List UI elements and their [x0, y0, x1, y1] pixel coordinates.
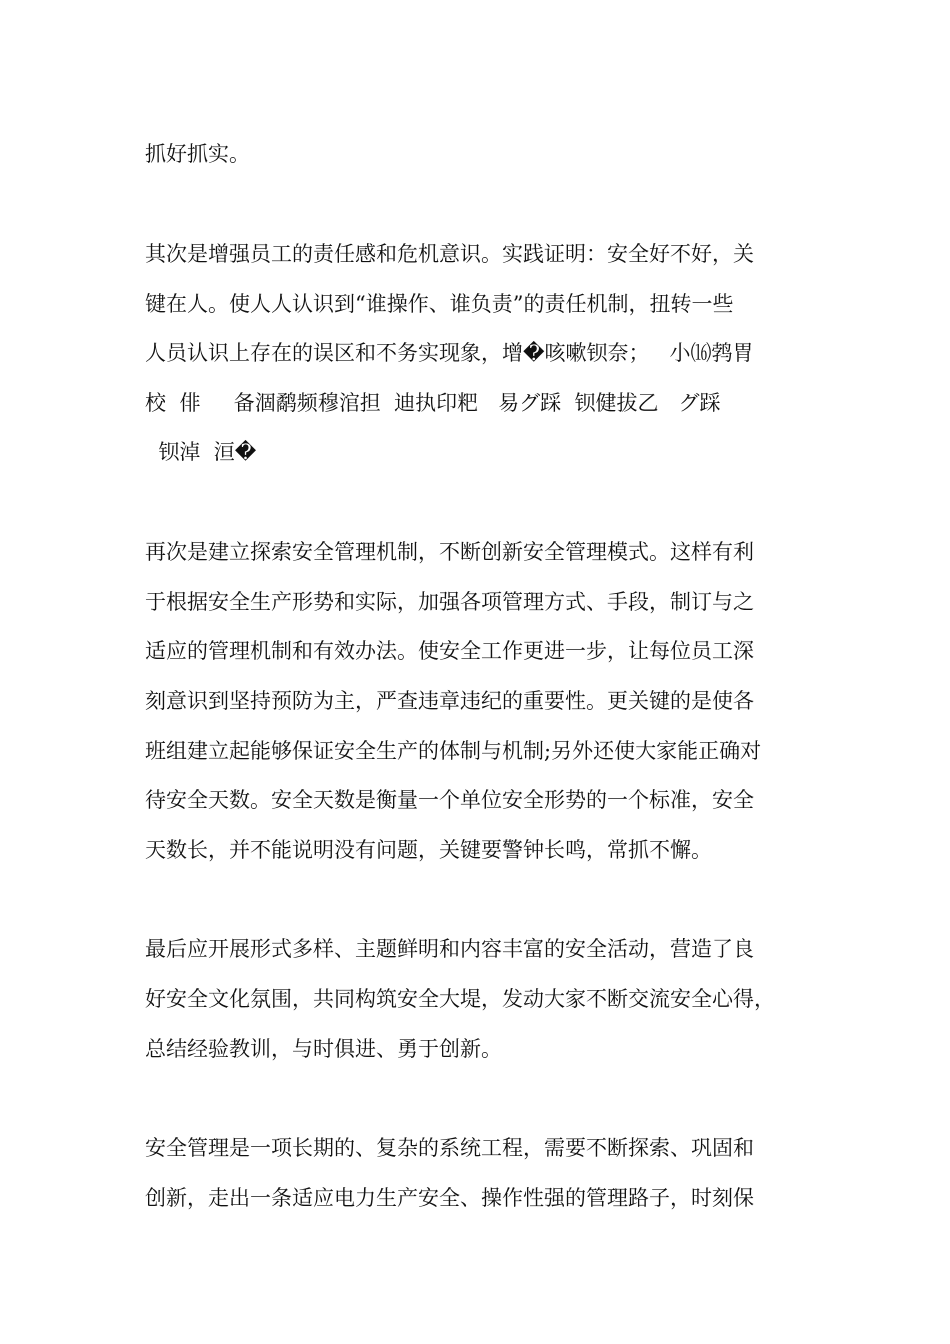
- paragraph-2-line-2: 键在人。使人人认识到“谁操作、谁负责”的责任机制，扭转一些: [145, 292, 734, 316]
- paragraph-3-line-5: 班组建立起能够保证安全生产的体制与机制;另外还使大家能正确对: [145, 739, 762, 763]
- paragraph-3-line-7: 天数长，并不能说明没有问题，关键要警钟长鸣，常抓不懈。: [145, 838, 712, 862]
- paragraph-4-line-1: 最后应开展形式多样、主题鲜明和内容丰富的安全活动，营造了良: [145, 937, 754, 961]
- paragraph-2-line-1: 其次是增强员工的责任感和危机意识。实践证明：安全好不好，关: [145, 242, 754, 266]
- paragraph-1-line-1: 抓好抓实。: [145, 142, 250, 166]
- paragraph-4-line-3: 总结经验教训，与时俱进、勇于创新。: [145, 1037, 502, 1061]
- paragraph-3-line-3: 适应的管理机制和有效办法。使安全工作更进一步，让每位员工深: [145, 639, 754, 663]
- paragraph-2-line-5: 钡淖 洹�: [145, 440, 257, 464]
- paragraph-2-line-3: 人员认识上存在的误区和不务实现象，增�咳嗽钡奈； 小⒃鹁胃: [145, 341, 754, 365]
- paragraph-2-line-4: 校 俳 备涸鹬频穆涫担 迪执印粑 易グ踩 钡健拔乙 グ踩: [145, 391, 721, 415]
- paragraph-3-line-2: 于根据安全生产形势和实际，加强各项管理方式、手段，制订与之: [145, 590, 754, 614]
- paragraph-3-line-4: 刻意识到坚持预防为主，严查违章违纪的重要性。更关键的是使各: [145, 689, 754, 713]
- paragraph-3-line-1: 再次是建立探索安全管理机制，不断创新安全管理模式。这样有利: [145, 540, 754, 564]
- paragraph-4-line-2: 好安全文化氛围，共同构筑安全大堤，发动大家不断交流安全心得，: [145, 987, 775, 1011]
- paragraph-3-line-6: 待安全天数。安全天数是衡量一个单位安全形势的一个标准，安全: [145, 788, 754, 812]
- paragraph-5-line-1: 安全管理是一项长期的、复杂的系统工程，需要不断探索、巩固和: [145, 1136, 754, 1160]
- paragraph-5-line-2: 创新，走出一条适应电力生产安全、操作性强的管理路子，时刻保: [145, 1186, 754, 1210]
